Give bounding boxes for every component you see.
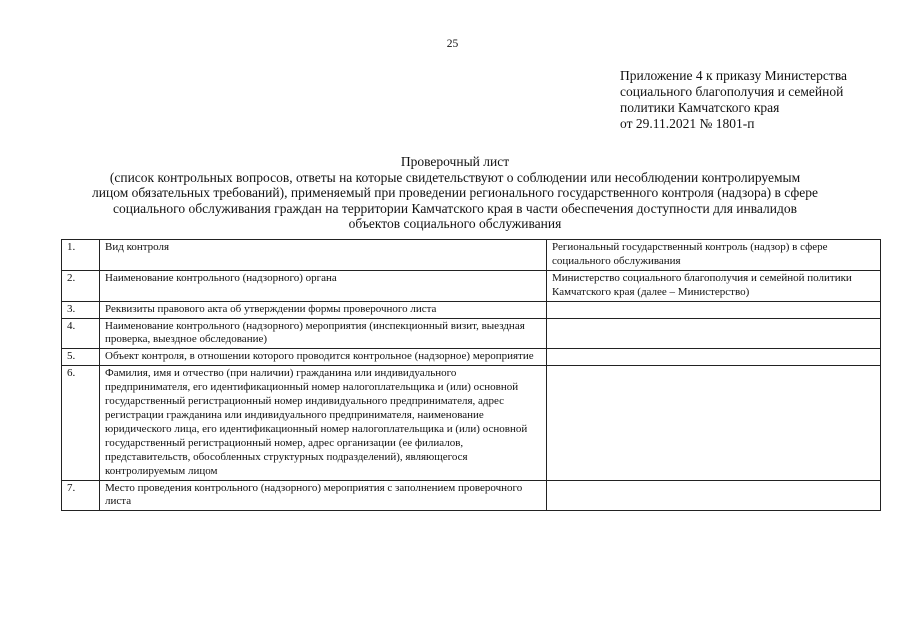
row-number: 5. (62, 349, 100, 366)
checklist-table (61, 239, 881, 511)
row-label: Наименование контрольного (надзорного) органа (100, 270, 547, 301)
row-value: Министерство социального благополучия и семейной политики Камчатского края (далее – Министерство) (547, 270, 881, 301)
table-row (62, 480, 881, 511)
table-row (62, 240, 881, 271)
appendix-line: социального благополучия и семейной (620, 84, 844, 99)
table-row (62, 349, 881, 366)
row-value (547, 349, 881, 366)
row-number: 3. (62, 301, 100, 318)
row-label: Наименование контрольного (надзорного) мероприятия (инспекционный визит, выездная проверка, выездное обследование) (100, 318, 547, 349)
row-value (547, 301, 881, 318)
table-row (62, 301, 881, 318)
document-heading (40, 154, 870, 232)
row-value (547, 480, 881, 511)
appendix-line: Приложение 4 к приказу Министерства (620, 68, 848, 83)
row-label: Фамилия, имя и отчество (при наличии) гражданина или индивидуального предпринимателя, его идентификационный номер налогоплательщика и (или) основной государственный регистрационный номер индивидуального предпринимателя, адрес регистрации гражданина или индивидуального предпринимателя, наименование юридического лица, его идентификационный номер налогоплательщика и (или) основной государственный регистрационный номер, адрес организации (ее филиалов, представительств, обособленных структурных подразделений), являющегося контролируемым лицом (100, 366, 547, 480)
table-row (62, 318, 881, 349)
document-subtitle-line: социального обслуживания граждан на территории Камчатского края в части обеспечения доступности для инвалидов (112, 200, 798, 216)
row-number: 1. (62, 240, 100, 271)
appendix-line: политики Камчатского края (620, 100, 780, 115)
row-label: Реквизиты правового акта об утверждении формы проверочного листа (100, 301, 547, 318)
row-label: Вид контроля (100, 240, 547, 271)
document-title: Проверочный лист (400, 154, 510, 169)
table-row (62, 366, 881, 480)
table-row (62, 270, 881, 301)
document-subtitle-line: (список контрольных вопросов, ответы на которые свидетельствуют о соблюдении или несоблюдении контролируемым (109, 169, 801, 185)
document-subtitle-line: объектов социального обслуживания (348, 216, 562, 231)
row-number: 7. (62, 480, 100, 511)
row-label: Объект контроля, в отношении которого проводится контрольное (надзорное) мероприятие (100, 349, 547, 366)
row-value (547, 366, 881, 480)
appendix-note (620, 68, 890, 132)
row-number: 6. (62, 366, 100, 480)
row-number: 2. (62, 270, 100, 301)
row-label: Место проведения контрольного (надзорного) мероприятия с заполнением проверочного листа (100, 480, 547, 511)
row-number: 4. (62, 318, 100, 349)
document-subtitle-line: лицом обязательных требований), применяемый при проведении регионального государственного контроля (надзора) в сфере (92, 185, 818, 200)
row-value (547, 318, 881, 349)
row-value: Региональный государственный контроль (надзор) в сфере социального обслуживания (547, 240, 881, 271)
appendix-line: от 29.11.2021 № 1801-п (620, 116, 755, 131)
page-number: 25 (446, 38, 459, 50)
